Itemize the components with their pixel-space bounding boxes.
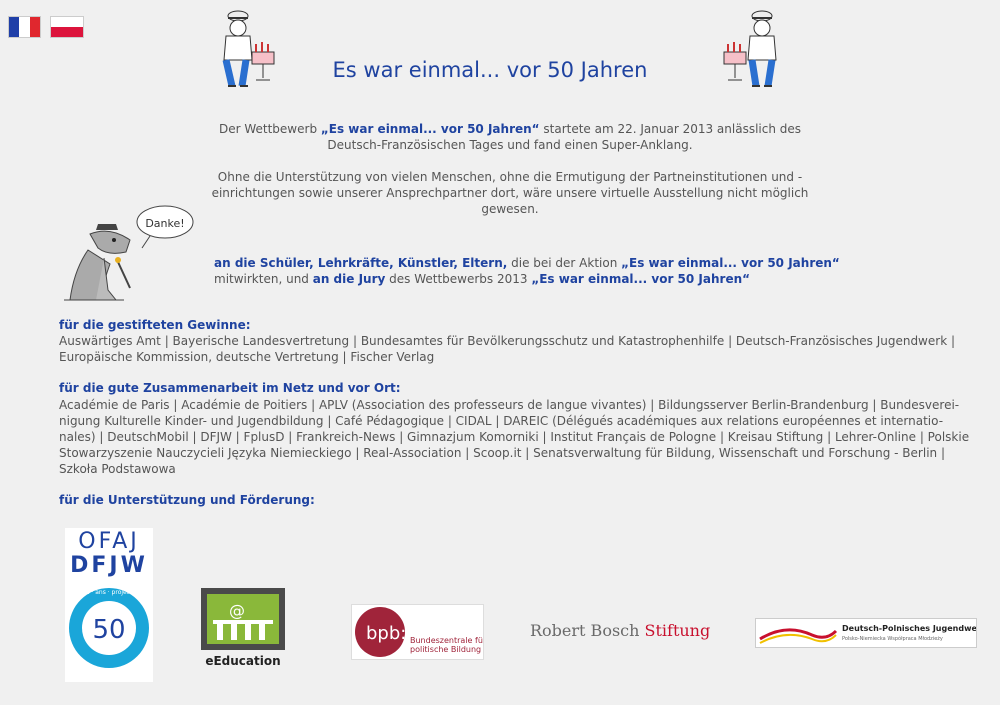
dfjw-text: DFJW <box>70 553 148 578</box>
flag-france-icon[interactable] <box>8 16 41 38</box>
ofaj-dfjw-logo[interactable] <box>65 528 153 682</box>
robert-bosch-stiftung-logo[interactable] <box>530 621 710 640</box>
ofaj-text: OFAJ <box>78 529 140 554</box>
bpb-mark-text: bpb: <box>366 623 407 644</box>
heading-gewinne: für die gestifteten Gewinne: <box>59 318 251 332</box>
bosch-name: Robert Bosch <box>530 621 645 640</box>
bpb-line2: politische Bildung <box>410 645 482 654</box>
eeducation-monitor-icon <box>199 586 287 652</box>
speech-bubble-text: Danke! <box>145 217 185 230</box>
bpb-logo[interactable] <box>351 604 484 660</box>
body-zusammenarbeit: Académie de Paris | Académie de Poitiers | APLV (Association des professeurs de langue vivantes) | Bildungsserver Berlin-Brandenburg | Bundesverei-nigung Kulturelle Kinder- und Jugendbildung | Café Pédagogique | CIDAL | DAREIC (Délégués académiques aux relations européennes et internatio-nales) | DeutschMobil | DFJW | FplusD | Frankreich-News | Gimnazjum Komorniki | Institut Français de Pologne | Kreisau Stiftung | Lehrer-Online | Polskie Stowarzyszenie Nauczycieli Języka Niemieckiego | Real-Association | Scoop.it | Senatsverwaltung für Bildung, Wissenschaft und Forschung - Berlin | Szkoła Podstawowa <box>59 398 970 476</box>
intro-paragraph-1: Der Wettbewerb „Es war einmal... vor 50 Jahren“ startete am 22. Januar 2013 anlässlich des Deutsch-Französischen Tages und fand einen Super-Anklang. <box>218 122 802 152</box>
thanks-paragraph: an die Schüler, Lehrkräfte, Künstler, Eltern, die bei der Aktion „Es war einmal... vor 50 Jahren“ mitwirkten, und an die Jury des Wettbewerbs 2013 „Es war einmal... vor 50 Jahren“ <box>214 256 840 286</box>
eeducation-logo[interactable] <box>199 586 287 668</box>
page-title: Es war einmal... vor 50 Jahren <box>332 58 648 82</box>
ofaj-50-badge-icon <box>65 578 153 674</box>
wolf-painter-icon <box>60 200 200 310</box>
bpb-line1: Bundeszentrale für <box>410 636 483 645</box>
flag-poland-icon[interactable] <box>50 16 84 38</box>
dpjw-title: Deutsch-Polnisches Jugendwerk <box>842 624 976 633</box>
bosch-stiftung: Stiftung <box>644 621 711 640</box>
bpb-mark-icon <box>352 605 483 659</box>
ofaj-badge-number: 50 <box>92 615 126 645</box>
svg-text:@: @ <box>229 601 245 620</box>
intro-paragraph-2: Ohne die Unterstützung von vielen Menschen, ohne die Ermutigung der Partneinstitutionen und -einrichtungen sowie unserer Ansprechpartner dort, wäre unsere virtuelle Ausstellung nicht möglich gewesen. <box>211 170 809 216</box>
heading-foerderung: für die Unterstützung und Förderung: <box>59 493 315 507</box>
dpjw-sub: Polsko-Niemiecka Współpraca Młodzieży <box>842 636 943 642</box>
dpjw-logo[interactable] <box>755 618 977 648</box>
heading-zusammenarbeit: für die gute Zusammenarbeit im Netz und vor Ort: <box>59 381 401 395</box>
eeducation-label: eEducation <box>205 654 281 668</box>
ofaj-badge-text: projekte · ans · projets · Jahre <box>65 589 153 596</box>
dpjw-wave-icon <box>756 619 976 647</box>
body-gewinne: Auswärtiges Amt | Bayerische Landesvertretung | Bundesamtes für Bevölkerungsschutz und Katastrophenhilfe | Deutsch-Französisches Jugendwerk | Europäische Kommission, deutsche Vertretung | Fischer Verlag <box>59 334 955 364</box>
